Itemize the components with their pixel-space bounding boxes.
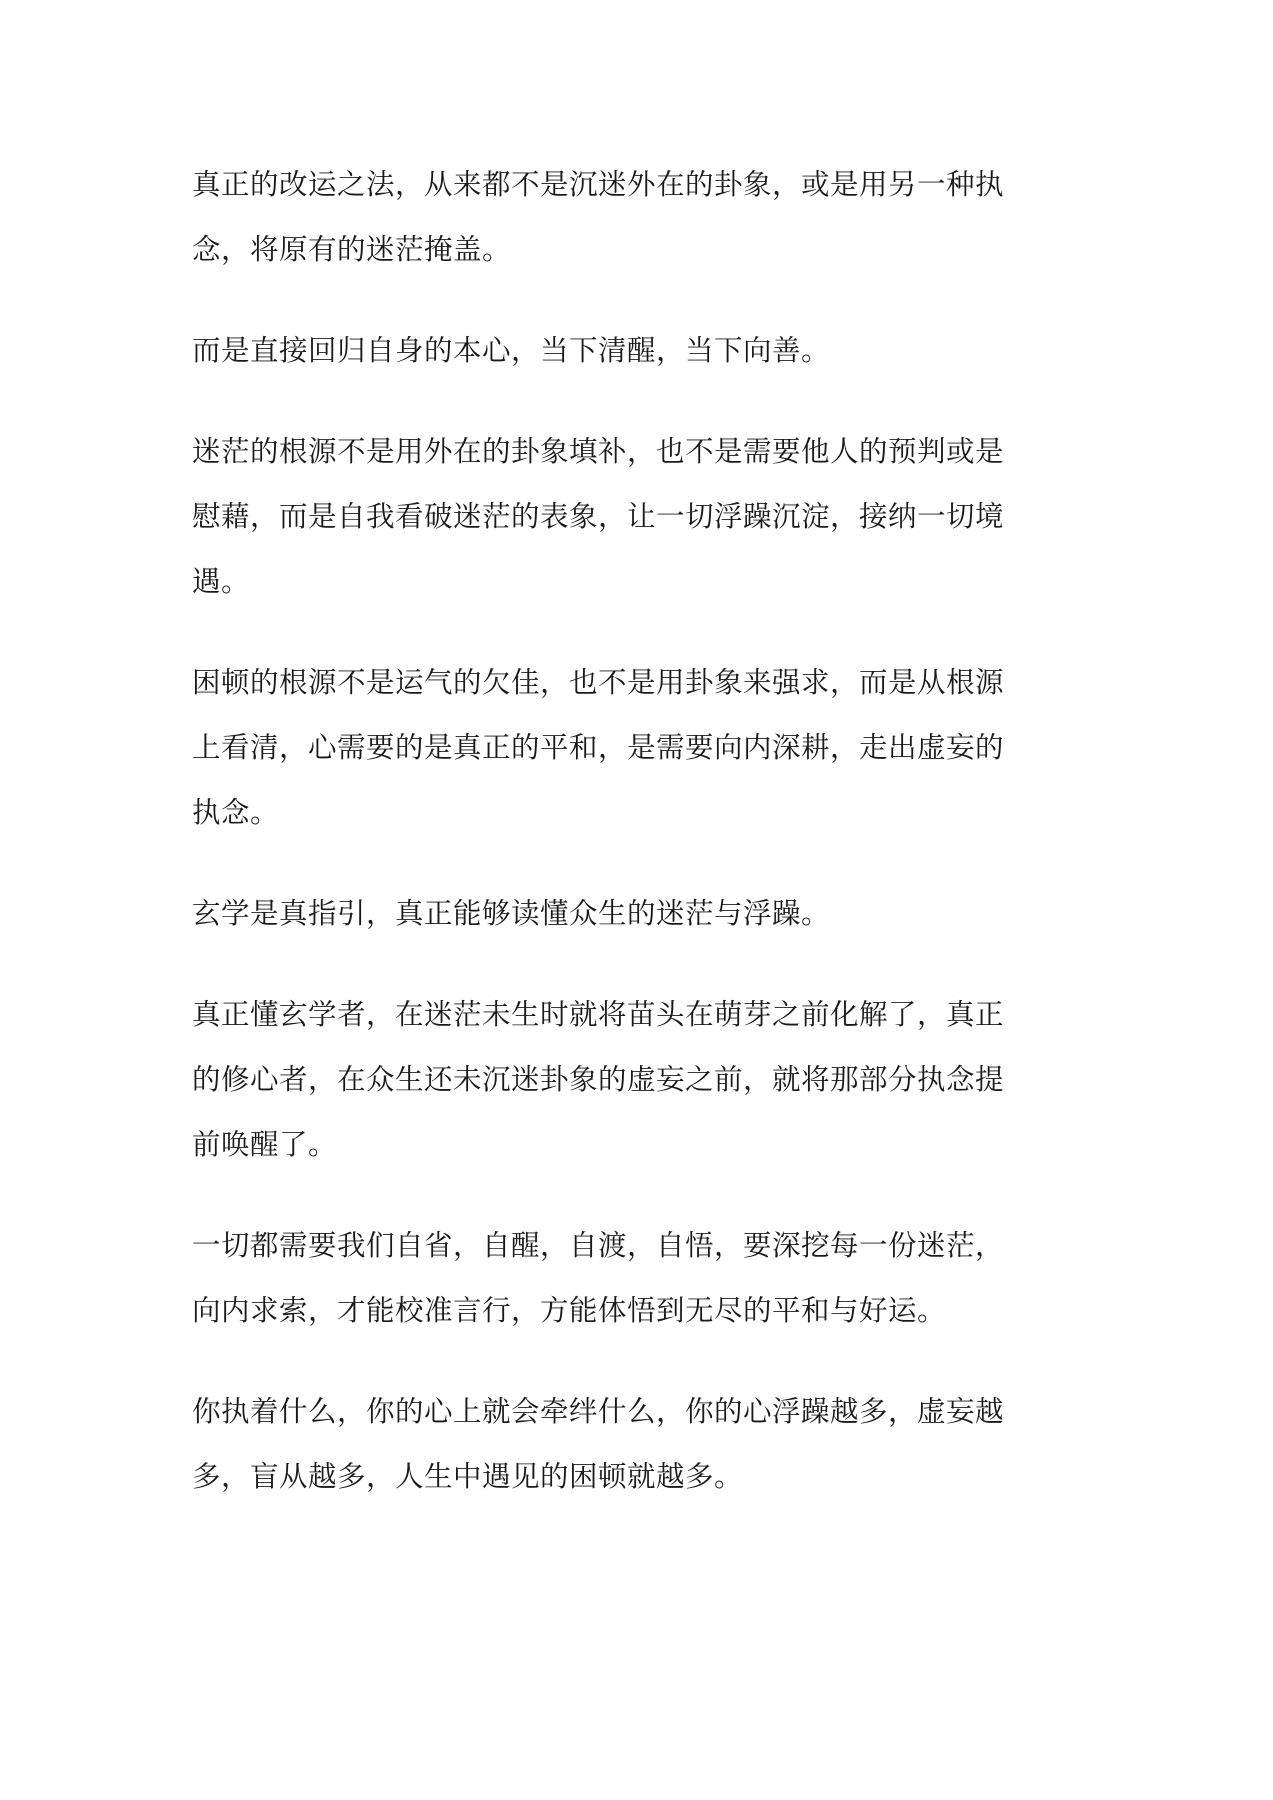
paragraph-5: 玄学是真指引，真正能够读懂众生的迷茫与浮躁。 (192, 897, 831, 930)
document-body (192, 152, 1092, 1545)
paragraph-4: 困顿的根源不是运气的欠佳，也不是用卦象来强求，而是从根源 上看清，心需要的是真正的平和，是需要向内深耕，走出虚妄的 执念。 (192, 666, 1005, 829)
paragraph-2: 而是直接回归自身的本心，当下清醒，当下向善。 (192, 334, 831, 367)
paragraph-8: 你执着什么，你的心上就会牵绊什么，你的心浮躁越多，虚妄越 多，盲从越多，人生中遇见的困顿就越多。 (192, 1395, 1005, 1493)
paragraph-3: 迷茫的根源不是用外在的卦象填补，也不是需要他人的预判或是 慰藉，而是自我看破迷茫的表象，让一切浮躁沉淀，接纳一切境 遇。 (192, 435, 1005, 598)
paragraph-6: 真正懂玄学者，在迷茫未生时就将苗头在萌芽之前化解了，真正 的修心者，在众生还未沉迷卦象的虚妄之前，就将那部分执念提 前唤醒了。 (192, 998, 1005, 1161)
paragraph-7: 一切都需要我们自省，自醒，自渡，自悟，要深挖每一份迷茫， 向内求索，才能校准言行，方能体悟到无尽的平和与好运。 (192, 1229, 1005, 1327)
paragraph-1: 真正的改运之法，从来都不是沉迷外在的卦象，或是用另一种执 念，将原有的迷茫掩盖。 (192, 168, 1005, 266)
